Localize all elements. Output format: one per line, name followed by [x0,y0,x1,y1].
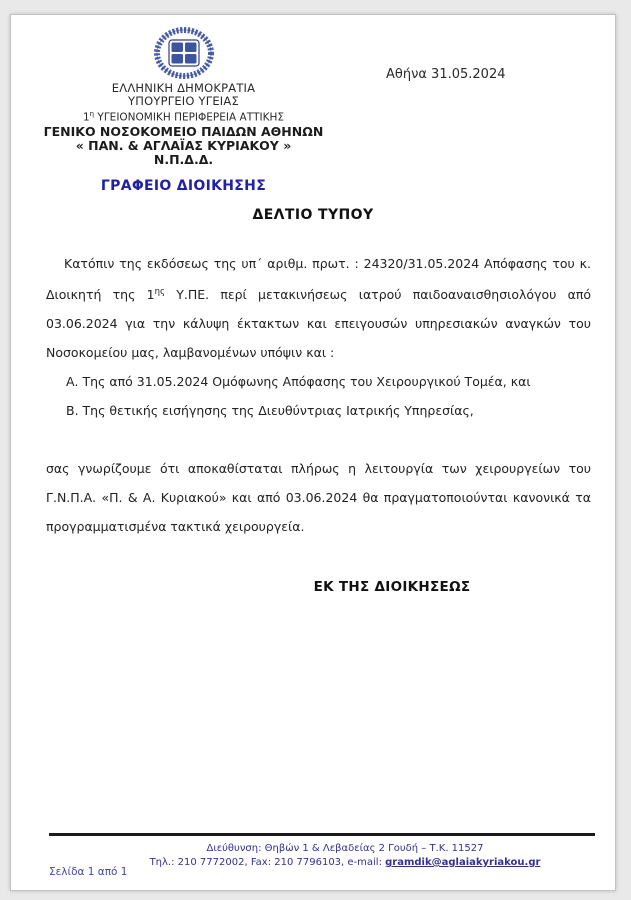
region-superscript: η [89,110,95,118]
list-item-b: Β. Της θετικής εισήγησης της Διευθύντριας Ιατρικής Υπηρεσίας, [66,403,474,419]
letterhead-left-column [11,27,356,194]
administration-office-label: ΓΡΑΦΕΙΟ ΔΙΟΙΚΗΣΗΣ [100,177,267,194]
considerations-list [66,367,591,425]
paragraph-announcement: σας γνωρίζουμε ότι αποκαθίσταται πλήρως η λειτουργία των χειρουργείων του Γ.Ν.Π.Α. «Π. & Α. Κυριακού» και από 03.06.2024 θα πραγματοποιούνται κανονικά τα προγραμματισμένα τακτικά χειρουργεία. [46,461,591,535]
document-body [46,249,591,541]
org-line-ministry: ΥΠΟΥΡΓΕΙΟ ΥΓΕΙΑΣ [128,94,239,108]
footer-divider [49,833,595,836]
footer-address-line: Διεύθυνση: Θηβών 1 & Λεβαδείας 2 Γουδή – Τ.Κ. 11527 [206,843,484,854]
signature-block: ΕΚ ΤΗΣ ΔΙΟΙΚΗΣΕΩΣ [313,579,471,596]
region-prefix: 1 [82,111,90,124]
hospital-name-line2: « ΠΑΝ. & ΑΓΛΑΪΑΣ ΚΥΡΙΑΚΟΥ » [75,137,292,153]
press-release-title: ΔΕΛΤΙΟ ΤΥΠΟΥ [252,207,374,223]
page-footer [11,833,615,878]
page-number: Σελίδα 1 από 1 [49,866,128,878]
letterhead [11,15,615,194]
hospital-legal-form: Ν.Π.Δ.Δ. [153,151,214,167]
paragraph-intro-continuation: Υ.ΠΕ. περί μετακινήσεως ιατρού παιδοαναισθησιολόγου από 03.06.2024 για την κάλυψη έκτακτων και επειγουσών υπηρεσιακών αναγκών του Νοσοκομείου μας, λαμβανομένων υπόψιν και : [46,287,591,361]
list-item-a: Α. Της από 31.05.2024 Ομόφωνης Απόφασης του Χειρουργικού Τομέα, και [66,374,531,390]
org-line-region [11,108,356,125]
paragraph-intro [46,249,591,367]
document-date: Αθήνα 31.05.2024 [386,67,506,82]
footer-contact-prefix: Τηλ.: 210 7772002, Fax: 210 7796103, e-mail: [149,857,386,868]
hospital-name-line1: ΓΕΝΙΚΟ ΝΟΣΟΚΟΜΕΙΟ ΠΑΙΔΩΝ ΑΘΗΝΩΝ [43,123,324,139]
document-page [10,14,616,891]
region-rest: ΥΓΕΙΟΝΟΜΙΚΗ ΠΕΡΙΦΕΡΕΙΑ ΑΤΤΙΚΗΣ [94,111,285,124]
ordinal-superscript: ης [154,287,165,297]
email-link[interactable]: gramdik@aglaiakyriakou.gr [385,857,541,868]
greek-coat-of-arms-icon [152,27,216,79]
org-line-republic: ΕΛΛΗΝΙΚΗ ΔΗΜΟΚΡΑΤΙΑ [111,81,256,95]
paragraph-intro-text: Κατόπιν της εκδόσεως της υπ΄ αριθμ. πρωτ. : 24320/31.05.2024 Απόφασης του κ. Διοικητή της 1 [46,256,591,303]
